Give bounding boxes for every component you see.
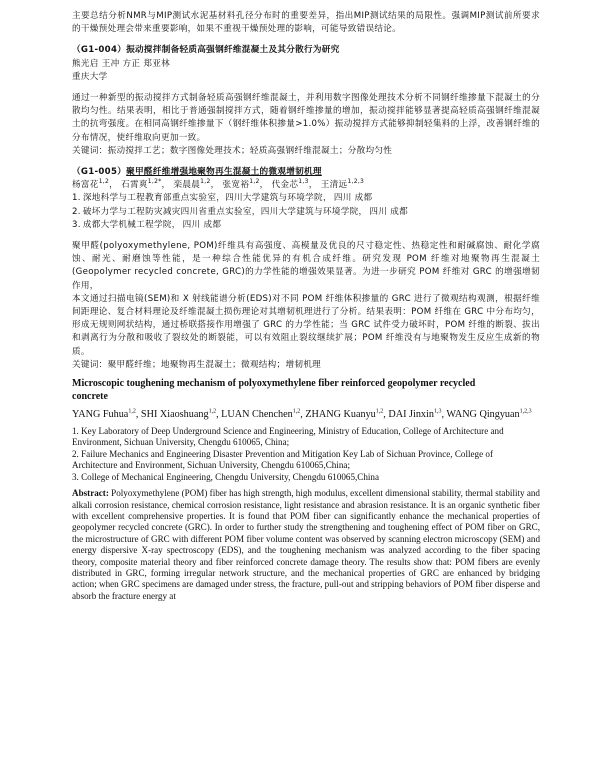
english-title-line1: Microscopic toughening mechanism of polyoxymethylene fiber reinforced geopolymer recycled (72, 378, 476, 390)
aff-city: 四川 成都 (333, 193, 373, 204)
author-sup: 1,2 (292, 408, 301, 415)
author-sup: 1,2 (249, 178, 260, 186)
author: 杨富花 (72, 180, 99, 191)
author-sup: 1,2 (200, 178, 211, 186)
abstract-label: Abstract: (72, 488, 109, 499)
paper2-keywords: 关键词：聚甲醛纤维；地聚物再生混凝土；微观结构；增韧机理 (72, 359, 322, 370)
paper1-id: （G1-004） (72, 45, 127, 56)
author-sup: 1,2 (208, 408, 217, 415)
english-title-line2: concrete (72, 391, 108, 403)
paper1-affiliation: 重庆大学 (72, 71, 108, 82)
author-sup: 1,2* (147, 178, 162, 186)
author: WANG Qingyuan (446, 409, 520, 421)
english-authors: YANG Fuhua$^{1,2}$, SHI Xiaoshuang$^{1,2}$, LUAN Chenchen$^{1,2}$, ZHANG Kuanyu$^{1,2}$, DAI Jinxin$^{1,3}$, WANG Qingyuan$^{1,2,3}$ (72, 408, 532, 421)
author-sup: 1,2,3 (519, 408, 532, 415)
aff-text: 深地科学与工程教育部重点实验室，四川大学建筑与环境学院， (82, 193, 332, 204)
author: 张宽裕 (222, 180, 250, 191)
author: SHI Xiaoshuang (140, 409, 209, 421)
paper1-authors: 熊光启 王冲 方正 郑亚林 (72, 58, 171, 69)
english-abstract (72, 488, 540, 602)
abstract-text: Polyoxymethylene (POM) fiber has high strength, high modulus, excellent dimensional stability, thermal stability and alkali corrosion resistance, chemical corrosion resistance, light resistance and abrasion resistance. It is an organic synthetic fiber with excellent comprehensive properties. It is found that POM fiber can significantly enhance the mechanical properties of geopolymer recycled concrete (GRC). In order to further study the strengthening and toughening effect of POM fiber on GRC, the microstructure of GRC with different POM fiber volume content was observed by scanning electron microscopy (SEM) and energy dispersive X-ray spectroscopy (EDS), and the toughening mechanism was analyzed according to the fiber spacing theory, composite material theory and fiber reinforced concrete damage theory. The results show that: POM fibers are evenly distributed in GRC, forming irregular network structure, and the mechanical properties of GRC are enhanced by bridging action; when GRC specimens are damaged under stress, the fracture, pull-out and stripping behaviors of POM fiber disperse and absorb the fracture energy at (72, 488, 540, 601)
paper2-abstract-cont: 本文通过扫描电镜(SEM)和 X 射线能谱分析(EDS)对不同 POM 纤维体积掺量的 GRC 进行了微观结构观测，根据纤维间距理论、复合材料理论及纤维混凝土损伤理论对其增韧机理进行了分析。结果表明：POM 纤维在 GRC 中分布均匀，形成无规则网状结构，通过桥联搭接作用增强了 GRC 的力学性能；当 GRC 试件受力破坏时，POM 纤维的断裂、拔出和剥离行为分散和吸收了裂纹处的断裂能，可以有效阻止裂纹继续扩展；POM 纤维没有与地聚物发生反应生成新的物质。 (72, 293, 540, 357)
english-affiliation-3: 3. College of Mechanical Engineering, Chengdu University, Chengdu 610065,China (72, 471, 380, 482)
intro-paragraph: 主要总结分析NMR与MIP测试水泥基材料孔径分布时的重要差异，指出MIP测试结果的局限性。强调MIP测试前所要求的干燥预处理会带来重要影响，如果不重视干燥预处理的影响，可能导致错误结论。 (72, 11, 540, 35)
paper1-abstract: 通过一种新型的振动搅拌方式制备轻质高强钢纤维混凝土，并利用数字图像处理技术分析不同钢纤维掺量下混凝土的分散均匀性。结果表明，相比于普通强制搅拌方式，随着钢纤维掺量的增加，振动搅拌能够显著提高轻质高强钢纤维混凝土的抗弯强度。在相同高钢纤维掺量下（钢纤维体积掺量>1.0%）振动搅拌方式能够抑制轻集料的上浮，改善钢纤维的分布情况，使纤维取向更加一致。 (72, 93, 540, 143)
document-page (72, 10, 540, 602)
english-affiliation-2: 2. Failure Mechanics and Engineering Disaster Prevention and Mitigation Key Lab of Sichuan Province, College of Architecture and Environment, Sichuan University, Chengdu 610065,China; (72, 448, 493, 471)
paper2-affiliation-3 (72, 219, 540, 232)
paper2-authors: 杨富花$^{1,2}$， 石霄爽$^{1,2*}$， 栾晨晨$^{1,2}$， 张宽裕$^{1,2}$， 代金芯$^{1,3}$， 王清远$^{1,2,3}$ (72, 178, 365, 191)
author: 代金芯 (271, 180, 299, 191)
paper2-id: （G1-005） (72, 167, 127, 178)
aff-num: 2. (72, 206, 81, 217)
author-sup: 1,2,3 (347, 178, 365, 186)
english-title (72, 377, 540, 403)
author-sup: 1,3 (433, 408, 442, 415)
author: 栾晨晨 (173, 180, 201, 191)
paper1-keywords: 关键词：振动搅拌工艺；数字图像处理技术；轻质高强钢纤维混凝土；分散均匀性 (72, 145, 393, 156)
author: YANG Fuhua (72, 409, 129, 421)
author-sup: 1,2 (128, 408, 136, 415)
author: DAI Jinxin (388, 409, 434, 421)
paper2-affiliation-1 (72, 192, 540, 205)
aff-text: 破坏力学与工程防灾减灾四川省重点实验室，四川大学建筑与环境学院， (82, 206, 368, 217)
author-sup: 1,2 (98, 178, 110, 186)
aff-text: 成都大学机械工程学院， (82, 219, 181, 230)
paper1-heading (72, 44, 540, 57)
aff-city: 四川 成都 (369, 206, 409, 217)
paper1-title: 振动搅拌制备轻质高强钢纤维混凝土及其分散行为研究 (126, 45, 340, 56)
author: LUAN Chenchen (221, 409, 293, 421)
author: 石霄爽 (121, 180, 148, 191)
paper2-title: 聚甲醛纤维增强地聚物再生混凝土的微观增韧机理 (126, 167, 322, 178)
aff-num: 3. (72, 219, 81, 230)
author: 王清远 (320, 180, 348, 191)
paper2-affiliation-2 (72, 206, 540, 219)
author: ZHANG Kuanyu (305, 409, 376, 421)
paper2-abstract: 聚甲醛(polyoxymethylene, POM)纤维具有高强度、高模量及优良的尺寸稳定性、热稳定性和耐碱腐蚀、耐化学腐蚀、耐光、耐磨蚀等性能，是一种综合性能优异的有机合成纤维。研究发现 POM 纤维对地聚物再生混凝土(Geopolymer recycled concrete, GRC)的力学性能的增强效果显著。为进一步研究 POM 纤维对 GRC 的增强增韧作用， (72, 241, 540, 291)
aff-num: 1. (72, 193, 81, 204)
aff-city: 四川 成都 (182, 219, 222, 230)
author-sup: 1,3 (298, 178, 309, 186)
author-sup: 1,2 (375, 408, 384, 415)
english-affiliation-1: 1. Key Laboratory of Deep Underground Science and Engineering, Ministry of Education, College of Architecture and Environment, Sichuan University, Chengdu 610065, China; (72, 426, 504, 448)
